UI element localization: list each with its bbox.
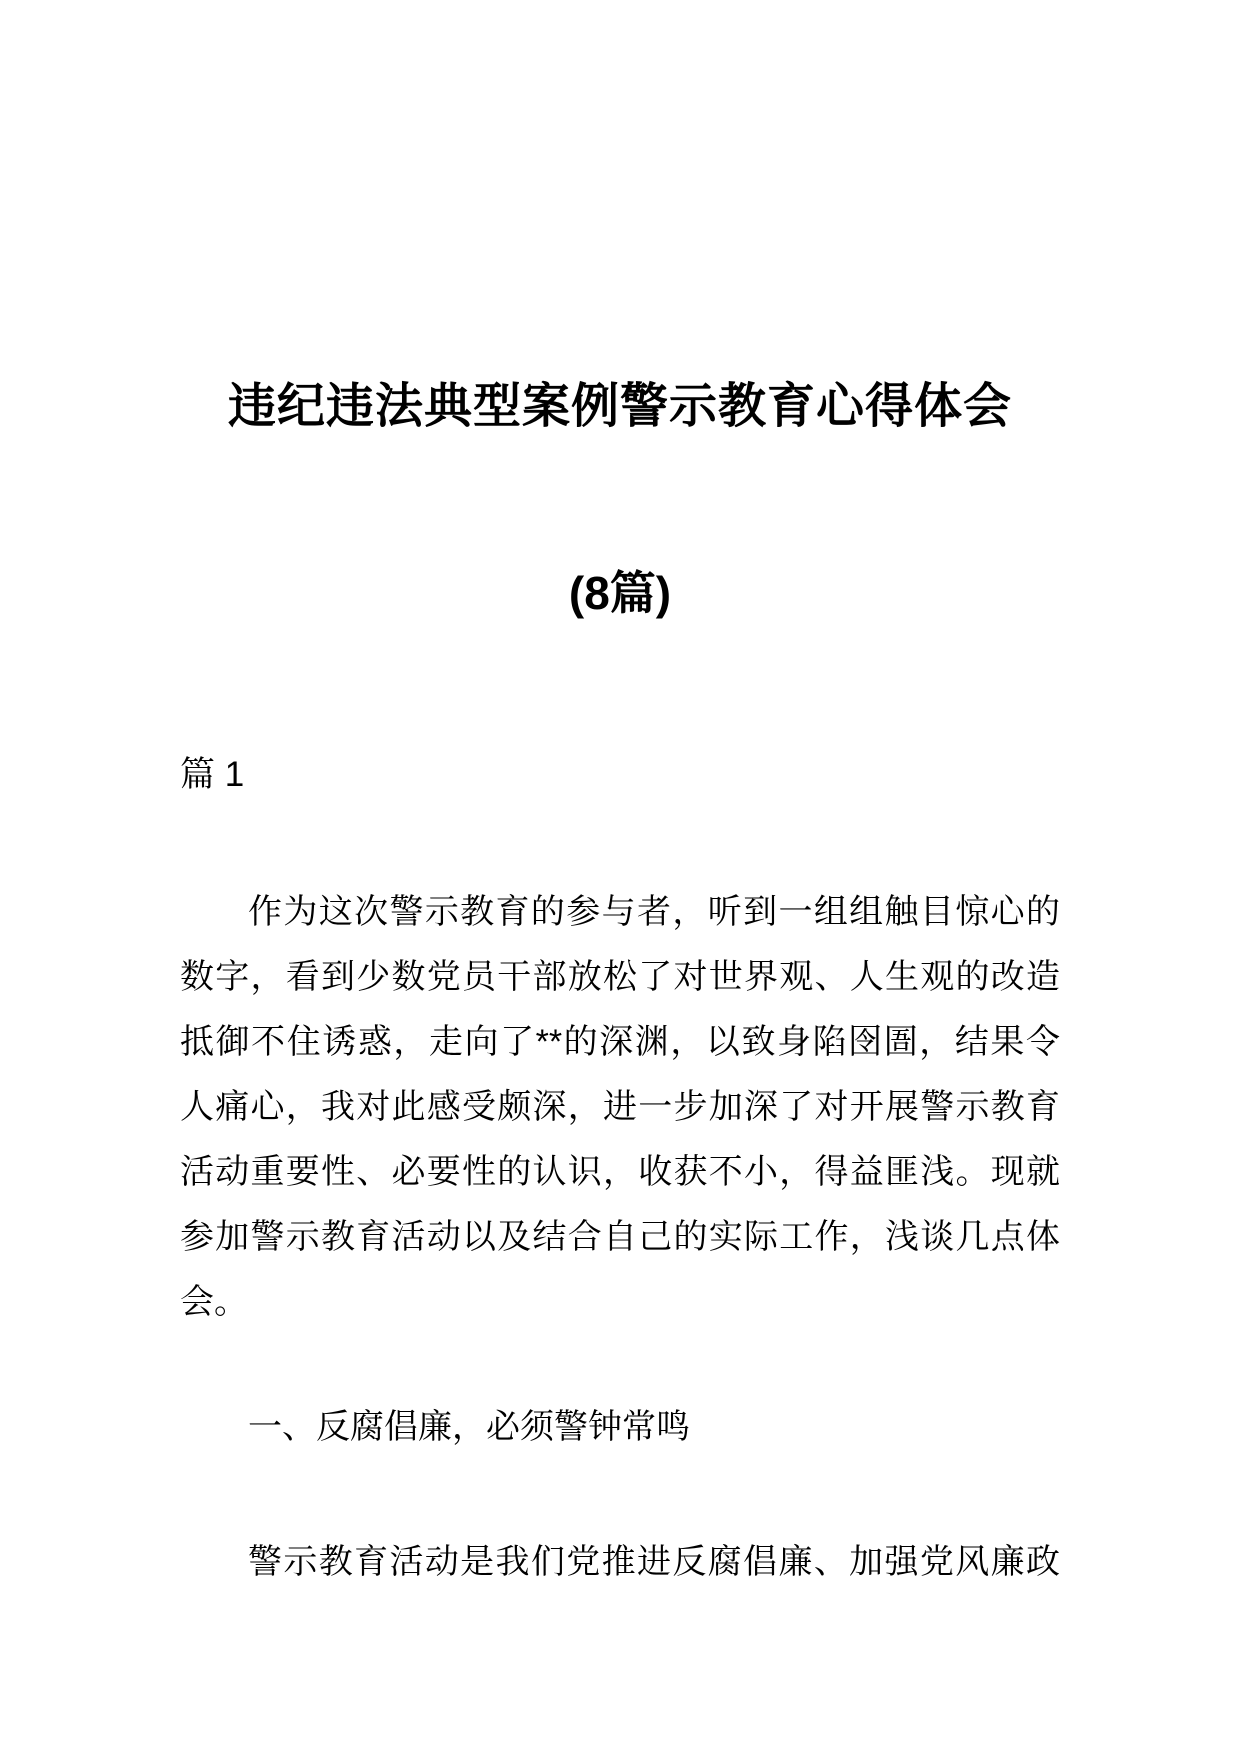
paragraph-2 <box>180 1530 1060 1595</box>
document-subtitle: (8篇) <box>568 567 672 619</box>
paragraph-1 <box>180 880 1060 1335</box>
section-heading-text: 一、反腐倡廉，必须警钟常鸣 <box>248 1408 690 1446</box>
piece-label: 篇 1 <box>180 755 245 794</box>
paragraph-line: 活动重要性、必要性的认识，收获不小，得益匪浅。现就 <box>180 1153 1060 1191</box>
document-title: 违纪违法典型案例警示教育心得体会 <box>227 380 1012 433</box>
paragraph-line: 警示教育活动是我们党推进反腐倡廉、加强党风廉政 <box>248 1543 1060 1581</box>
section-heading <box>180 1395 1060 1460</box>
paragraph-line: 会。 <box>180 1283 248 1321</box>
paragraph-line: 数字，看到少数党员干部放松了对世界观、人生观的改造 <box>180 958 1060 996</box>
paragraph-line: 人痛心，我对此感受颇深，进一步加深了对开展警示教育 <box>180 1088 1060 1126</box>
paragraph-line: 作为这次警示教育的参与者，听到一组组触目惊心的 <box>248 893 1060 931</box>
paragraph-line: 参加警示教育活动以及结合自己的实际工作，浅谈几点体 <box>180 1218 1060 1256</box>
paragraph-line: 抵御不住诱惑，走向了**的深渊，以致身陷囹圄，结果令 <box>180 1023 1060 1061</box>
